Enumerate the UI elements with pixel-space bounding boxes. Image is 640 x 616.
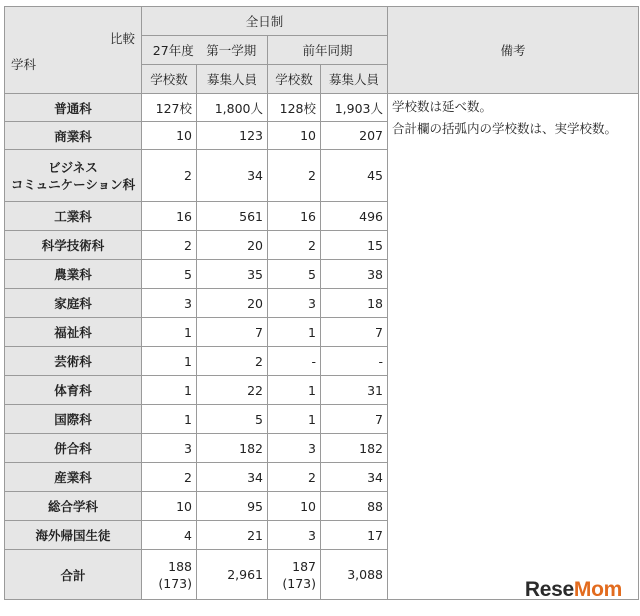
recruit-previous-cell: 45 <box>321 150 388 202</box>
recruit-previous-cell: 38 <box>321 260 388 289</box>
fulltime-header: 全日制 <box>142 7 388 36</box>
recruit-current-cell: 22 <box>197 376 268 405</box>
schools-previous-cell: 16 <box>268 202 321 231</box>
recruit-current-cell: 2 <box>197 347 268 376</box>
total-schools-previous-value: 187 <box>292 558 316 574</box>
schools-current-cell: 1 <box>142 318 197 347</box>
total-label: 合計 <box>5 550 142 600</box>
schools-previous-cell: 1 <box>268 318 321 347</box>
recruitment-table <box>4 6 639 600</box>
row-label: 総合学科 <box>5 492 142 521</box>
resemom-logo <box>525 578 622 602</box>
recruit-current-cell: 20 <box>197 231 268 260</box>
compare-label: 比較 <box>109 31 135 46</box>
recruit-current-cell: 561 <box>197 202 268 231</box>
recruit-current-cell: 20 <box>197 289 268 318</box>
recruit-current-cell: 7 <box>197 318 268 347</box>
row-label: 家庭科 <box>5 289 142 318</box>
logo-text-accent: Mom <box>573 578 622 601</box>
schools-previous-cell: 2 <box>268 463 321 492</box>
total-schools-current-actual: (173) <box>158 575 192 591</box>
schools-current-cell: 127校 <box>142 94 197 122</box>
row-label: 福祉科 <box>5 318 142 347</box>
row-label: 海外帰国生徒 <box>5 521 142 550</box>
recruit-previous-cell: 88 <box>321 492 388 521</box>
row-label: 工業科 <box>5 202 142 231</box>
row-label: 農業科 <box>5 260 142 289</box>
recruit-previous-cell: 182 <box>321 434 388 463</box>
total-recruit-current: 2,961 <box>197 550 268 600</box>
row-label-line: ビジネス <box>48 159 98 175</box>
remarks-cell <box>388 94 639 600</box>
col-recruit-previous: 募集人員 <box>321 65 388 94</box>
schools-previous-cell: 10 <box>268 492 321 521</box>
schools-previous-cell: 2 <box>268 150 321 202</box>
schools-previous-cell: 3 <box>268 521 321 550</box>
schools-current-cell: 3 <box>142 289 197 318</box>
total-recruit-previous: 3,088 <box>321 550 388 600</box>
row-label: 科学技術科 <box>5 231 142 260</box>
schools-previous-cell: 10 <box>268 122 321 150</box>
total-schools-previous <box>268 550 321 600</box>
schools-current-cell: 4 <box>142 521 197 550</box>
recruit-current-cell: 34 <box>197 463 268 492</box>
row-label: 芸術科 <box>5 347 142 376</box>
row-label: 産業科 <box>5 463 142 492</box>
schools-current-cell: 2 <box>142 463 197 492</box>
table-row <box>5 94 639 122</box>
recruit-previous-cell: 7 <box>321 318 388 347</box>
recruit-previous-cell: 7 <box>321 405 388 434</box>
remarks-header: 備考 <box>388 7 639 94</box>
schools-current-cell: 3 <box>142 434 197 463</box>
logo-text: Rese <box>524 578 574 601</box>
schools-current-cell: 2 <box>142 231 197 260</box>
row-label-line: コミュニケーション科 <box>10 176 136 192</box>
col-schools-current: 学校数 <box>142 65 197 94</box>
schools-current-cell: 10 <box>142 122 197 150</box>
recruit-previous-cell: 31 <box>321 376 388 405</box>
schools-current-cell: 5 <box>142 260 197 289</box>
schools-current-cell: 16 <box>142 202 197 231</box>
schools-previous-cell: 128校 <box>268 94 321 122</box>
remarks-line: 合計欄の括弧内の学校数は、実学校数。 <box>392 121 618 136</box>
row-label: 体育科 <box>5 376 142 405</box>
schools-previous-cell: 1 <box>268 405 321 434</box>
recruit-previous-cell: 496 <box>321 202 388 231</box>
schools-previous-cell: - <box>268 347 321 376</box>
row-label: 国際科 <box>5 405 142 434</box>
recruit-current-cell: 123 <box>197 122 268 150</box>
row-label: 商業科 <box>5 122 142 150</box>
recruit-previous-cell: 1,903人 <box>321 94 388 122</box>
header-corner <box>5 7 142 94</box>
recruit-previous-cell: 207 <box>321 122 388 150</box>
recruit-previous-cell: 34 <box>321 463 388 492</box>
row-label: 併合科 <box>5 434 142 463</box>
schools-current-cell: 1 <box>142 376 197 405</box>
row-label <box>5 150 142 202</box>
recruit-current-cell: 1,800人 <box>197 94 268 122</box>
schools-previous-cell: 3 <box>268 289 321 318</box>
schools-previous-cell: 2 <box>268 231 321 260</box>
schools-current-cell: 1 <box>142 347 197 376</box>
total-schools-current-value: 188 <box>168 558 192 574</box>
recruit-current-cell: 35 <box>197 260 268 289</box>
col-recruit-current: 募集人員 <box>197 65 268 94</box>
schools-previous-cell: 3 <box>268 434 321 463</box>
recruit-current-cell: 5 <box>197 405 268 434</box>
schools-current-cell: 1 <box>142 405 197 434</box>
col-schools-previous: 学校数 <box>268 65 321 94</box>
recruit-current-cell: 95 <box>197 492 268 521</box>
previous-period-header: 前年同期 <box>268 36 388 65</box>
recruit-previous-cell: - <box>321 347 388 376</box>
recruit-previous-cell: 15 <box>321 231 388 260</box>
recruit-current-cell: 34 <box>197 150 268 202</box>
current-period-header: 27年度 第一学期 <box>142 36 268 65</box>
schools-previous-cell: 5 <box>268 260 321 289</box>
schools-current-cell: 10 <box>142 492 197 521</box>
recruit-current-cell: 21 <box>197 521 268 550</box>
schools-current-cell: 2 <box>142 150 197 202</box>
recruit-previous-cell: 18 <box>321 289 388 318</box>
recruit-previous-cell: 17 <box>321 521 388 550</box>
total-schools-current <box>142 550 197 600</box>
schools-previous-cell: 1 <box>268 376 321 405</box>
row-label: 普通科 <box>5 94 142 122</box>
total-schools-previous-actual: (173) <box>282 575 316 591</box>
remarks-line: 学校数は延べ数。 <box>392 99 493 114</box>
recruit-current-cell: 182 <box>197 434 268 463</box>
subject-label: 学科 <box>11 57 37 72</box>
